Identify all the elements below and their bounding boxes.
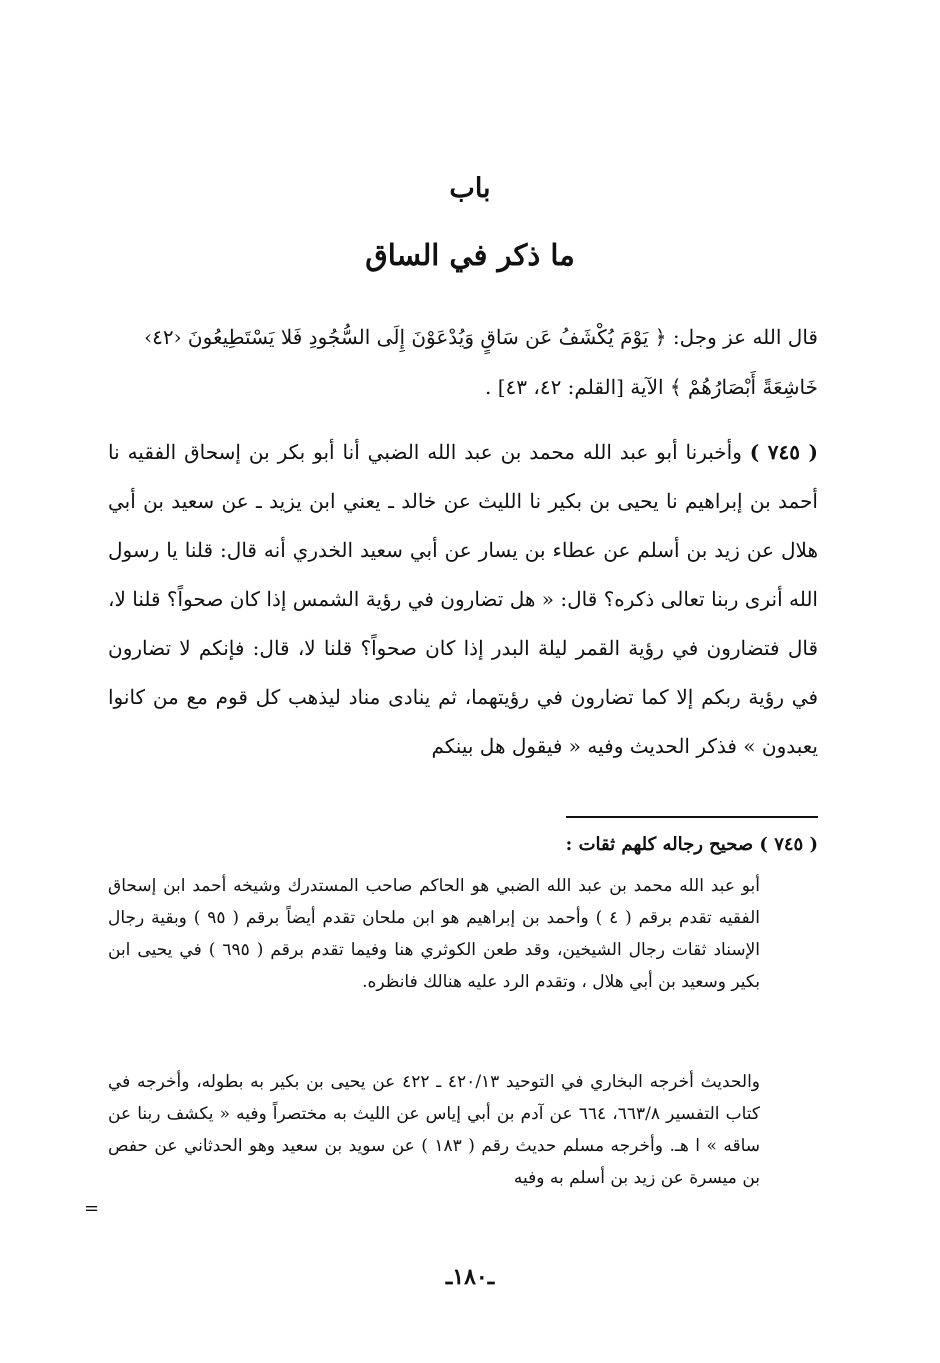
- hadith-text: وأخبرنا أبو عبد الله محمد بن عبد الله الضبي أنا أبو بكر بن إسحاق الفقيه نا أحمد بن إبراهيم نا يحيى بن بكير نا الليث عن خالد ـ يعني ابن يزيد ـ عن سعيد بن أبي هلال عن زيد بن أسلم عن عطاء بن يسار عن أبي سعيد الخدري أنه قال: قلنا يا رسول الله أنرى ربنا تعالى ذكره؟ قال: « هل تضارون في رؤية الشمس إذا كان صحواً؟ قلنا لا، قال فتضارون في رؤية القمر ليلة البدر إذا كان صحواً؟ قلنا لا، قال: فإنكم لا تضارون في رؤية ربكم إلا كما تضارون في رؤيتهما، ثم ينادى مناد ليذهب كل قوم مع من كانوا يعبدون » فذكر الحديث وفيه « فيقول هل بينكم: [108, 440, 819, 758]
- chapter-heading: باب: [449, 173, 491, 204]
- page-number: ـ١٨٠ـ: [445, 1264, 495, 1290]
- footnote-paragraph-2: والحديث أخرجه البخاري في التوحيد ٤٢٠/١٣ ـ ٤٢٢ عن يحيى بن بكير به بطوله، وأخرجه في كتاب التفسير ٦٦٣/٨، ٦٦٤ عن آدم بن أبي إياس عن الليث به مختصراً وفيه « يكشف ربنا عن ساقه » ا هـ. وأخرجه مسلم حديث رقم ( ١٨٣ ) عن سويد بن سعيد وهو الحدثاني عن حفص بن ميسرة عن زيد بن أسلم به وفيه: [108, 1072, 761, 1188]
- footnote-title: ( ٧٤٥ ) صحيح رجاله كلهم ثقات :: [565, 834, 818, 855]
- footnote-separator: [566, 816, 818, 818]
- hadith-number: ( ٧٤٥ ): [749, 440, 819, 464]
- chapter-title: ما ذكر في الساق: [365, 238, 575, 272]
- quran-passage: قال الله عز وجل: ﴿ يَوْمَ يُكْشَفُ عَن سَاقٍ وَيُدْعَوْنَ إِلَى السُّجُودِ فَلا يَسْتَطِيعُونَ ‹٤٢› خَاشِعَةً أَبْصَارُهُمْ ﴾ الآية [القلم: ٤٢، ٤٣] .: [144, 325, 818, 399]
- hadith-block: [108, 428, 818, 771]
- footnote-paragraph-1: أبو عبد الله محمد بن عبد الله الضبي هو الحاكم صاحب المستدرك وشيخه أحمد ابن إسحاق الفقيه تقدم برقم ( ٤ ) وأحمد بن إبراهيم هو ابن ملحان تقدم أيضاً برقم ( ٩٥ ) وبقية رجال الإسناد ثقات رجال الشيخين، وقد طعن الكوثري هنا وفيما تقدم برقم ( ٦٩٥ ) في يحيى ابن بكير وسعيد بن أبي هلال ، وتقدم الرد عليه هنالك فانظره.: [108, 876, 760, 992]
- continuation-mark: =: [84, 1198, 100, 1219]
